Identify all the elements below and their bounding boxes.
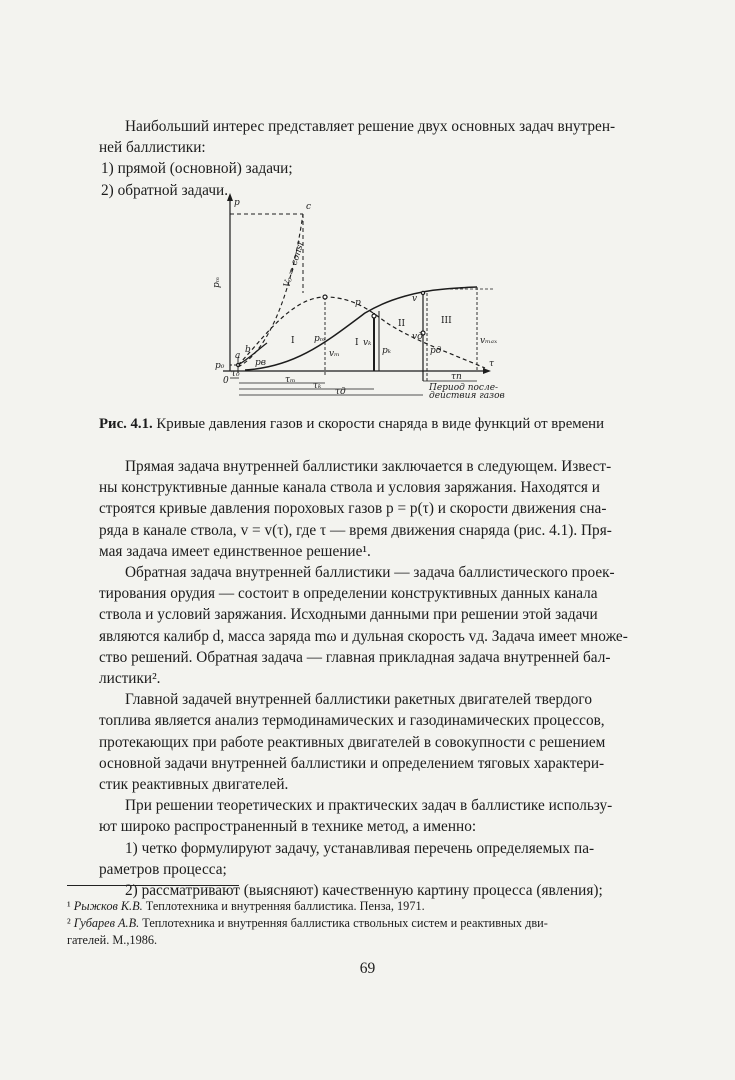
velocity-curve	[245, 287, 477, 370]
fig-label: vₘ	[329, 349, 340, 359]
text-line: ство решений. Обратная задача — главная прикладная задача внутренней бал-	[99, 648, 611, 666]
text-line: тирования орудия — состоит в определении конструктивных данных канала	[99, 585, 598, 603]
intro-block	[99, 116, 645, 201]
list-item: раметров процесса;	[99, 860, 227, 878]
intro-line: Наибольший интерес представляет решение двух основных задач внутрен-	[125, 118, 616, 135]
fig-label: p	[234, 198, 240, 208]
text-line: стик реактивных двигателей.	[99, 776, 289, 794]
text-line: Обратная задача внутренней баллистики — задача баллистического проек-	[125, 564, 615, 582]
fig-label: b	[245, 345, 251, 355]
text-line: ны конструктивные данные канала ствола и условия заряжания. Находятся и	[99, 479, 600, 497]
fig-label: pₖ	[382, 346, 392, 356]
intro-line: ней баллистики:	[99, 139, 206, 157]
fig-label: a	[235, 351, 241, 361]
fig-label: p	[355, 298, 361, 308]
footnote-text: Теплотехника и внутренняя баллистика. Пенза, 1971.	[142, 899, 425, 913]
fig-label: действия газов	[429, 391, 505, 401]
fig-label: c	[306, 202, 312, 212]
fig-label: τₖ	[313, 381, 322, 391]
figure-4-1	[205, 193, 505, 403]
pressure-curve	[238, 297, 485, 368]
text-line: Главной задачей внутренней баллистики ракетных двигателей твердого	[125, 691, 592, 709]
footnote-text: гателей. М.,1986.	[67, 933, 158, 947]
footnote-text: Теплотехника и внутренняя баллистика ствольных систем и реактивных дви-	[139, 916, 548, 930]
text-line: ствола и условий заряжания. Исходными данными при решении этой задачи	[99, 606, 598, 624]
footnote	[67, 915, 647, 949]
list-item: 2) обратной задачи.	[101, 181, 229, 199]
page-number: 69	[359, 960, 376, 977]
caption-number: Рис. 4.1.	[99, 416, 153, 432]
footnote-rule	[67, 885, 239, 886]
footnote-mark: ²	[67, 916, 74, 930]
figure-caption	[99, 416, 604, 433]
fig-label: Период после-	[429, 383, 499, 393]
fig-label: τₘ	[285, 375, 296, 385]
text-line: При решении теоретических и практических задач в баллистике использу-	[125, 797, 613, 815]
fig-label: I	[291, 336, 295, 346]
list-item: 1) прямой (основной) задачи;	[101, 160, 293, 178]
text-line: Прямая задача внутренней баллистики заключается в следующем. Извест-	[125, 458, 612, 475]
footnote-author: Губарев А.В.	[73, 916, 140, 930]
fig-label: vд	[412, 332, 423, 342]
fig-label: τп	[451, 372, 462, 382]
footnote	[67, 898, 647, 915]
text-line: ряда в канале ствола, v = v(τ), где τ — время движения снаряда (рис. 4.1). Пря-	[99, 521, 612, 539]
footnote-author: Рыжков К.В.	[73, 899, 143, 913]
text-line: мая задача имеет единственное решение¹.	[99, 542, 371, 560]
fig-label: τд	[335, 387, 346, 397]
fig-label: V₀ = const	[282, 240, 307, 289]
text-line: протекающих при работе реактивных двигателей в совокупности с решением	[99, 733, 606, 751]
fig-label: vₖ	[363, 338, 372, 348]
fig-label: 0	[223, 376, 229, 386]
list-item: 2) рассматривают (выясняют) качественную картину процесса (явления);	[125, 882, 603, 900]
text-line: строятся кривые давления пороховых газов p = p(τ) и скорости движения сна-	[99, 500, 607, 518]
text-line: листики².	[99, 670, 161, 688]
fig-label: III	[441, 316, 452, 326]
fig-label: p₀	[215, 361, 225, 371]
fig-label: pд	[430, 346, 442, 356]
list-item: 1) четко формулируют задачу, устанавливая перечень определяемых па-	[125, 839, 595, 857]
text-line: основной задачи внутренней баллистики и определением тяговых характери-	[99, 754, 605, 772]
body-text	[99, 456, 645, 901]
fig-label: pₘ	[212, 276, 222, 288]
fig-label: I	[355, 338, 359, 348]
fig-label: vₘₐₓ	[480, 336, 498, 346]
text-line: являются калибр d, масса заряда mω и дульная скорость vд. Задача имеет множе-	[99, 627, 628, 645]
caption-text: Кривые давления газов и скорости снаряда в виде функций от времени	[152, 416, 605, 432]
footnote-mark: ¹	[67, 899, 74, 913]
fig-label: II	[398, 319, 406, 329]
fig-label: pв	[255, 358, 266, 368]
text-line: топлива является анализ термодинамических и газодинамических процессов,	[99, 712, 605, 730]
fig-label: pₘ	[314, 334, 326, 344]
fig-label: v	[412, 294, 418, 304]
fig-label: τ	[489, 359, 494, 369]
fig-label: τ₀	[231, 369, 240, 379]
text-line: ют широко распространенный в технике метод, а именно:	[99, 818, 477, 836]
